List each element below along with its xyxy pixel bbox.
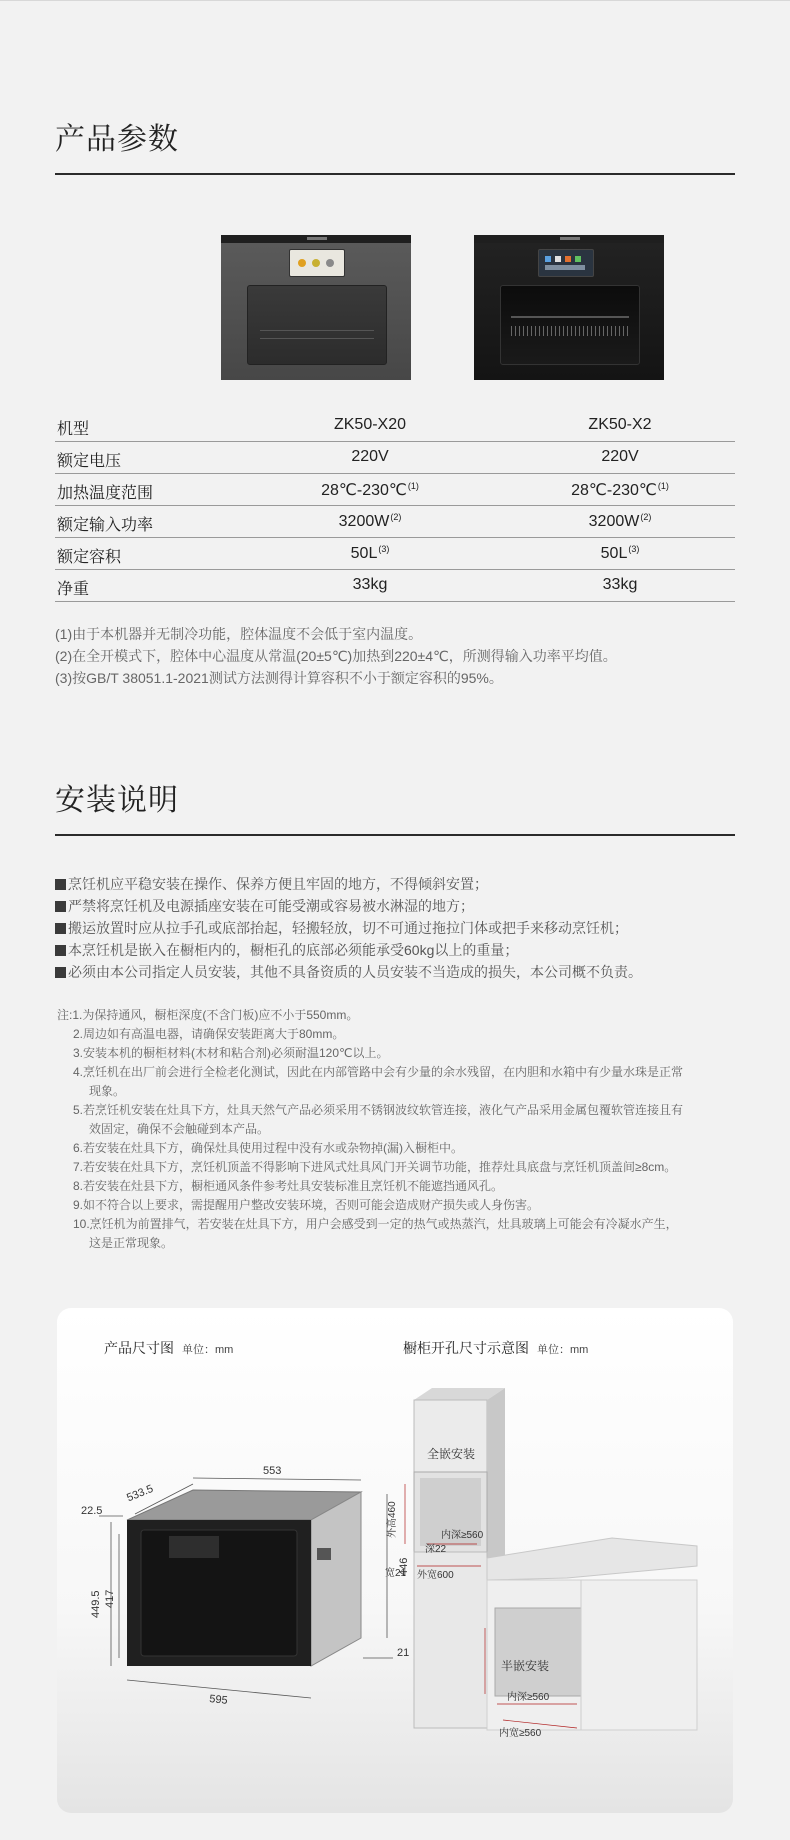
dim-21: 21: [397, 1647, 410, 1659]
install-note: 注:1.为保持通风，橱柜深度(不含门板)应不小于550mm。: [57, 1008, 359, 1022]
footnote-ref: (1): [657, 481, 669, 491]
label-outer-height: 外高460: [387, 1501, 398, 1538]
install-note: 2.周边如有高温电器，请确保安装距离大于80mm。: [73, 1027, 345, 1041]
dim-446: 446: [398, 1557, 410, 1576]
product-dimension-title: 产品尺寸图 单位：mm: [104, 1340, 234, 1356]
params-title-rule: [55, 173, 735, 175]
install-bullet: 搬运放置时应从拉手孔或底部抬起，轻搬轻放，切不可通过拖拉门体或把手来移动烹饪机；: [55, 918, 628, 938]
spec-value-x20: 28℃-230℃$^{(1)}$: [321, 481, 419, 499]
label-half-install: 半嵌安装: [501, 1659, 550, 1673]
cabinet-dimension-title: 橱柜开孔尺寸示意图 单位：mm: [403, 1340, 589, 1356]
spec-label: 额定输入功率: [57, 517, 154, 534]
label-outer-width: 外宽600: [417, 1570, 454, 1581]
spec-value-x20: $50L^{(3)}$: [350, 544, 390, 562]
spec-row-voltage: [55, 442, 735, 474]
dimension-card: [57, 1308, 733, 1813]
spec-row-weight: [55, 570, 735, 602]
install-note: 现象。: [89, 1084, 126, 1098]
footnote-ref: (3): [628, 544, 640, 554]
label-width-21: 宽21: [385, 1568, 407, 1579]
install-note: 效固定，确保不会触碰到本产品。: [89, 1122, 270, 1136]
dim-417: 417: [104, 1589, 116, 1608]
bullet-square-icon: [55, 945, 66, 956]
label-inner-depth-full: 内深≥560: [441, 1530, 484, 1541]
spec-label: 机型: [57, 421, 90, 438]
top-divider: [0, 0, 790, 1]
spec-value-x2: $50L^{(3)}$: [600, 544, 640, 562]
spec-row-power: [55, 506, 735, 538]
bullet-square-icon: [55, 967, 66, 978]
bullet-square-icon: [55, 879, 66, 890]
install-bullet: 本烹饪机是嵌入在橱柜内的，橱柜孔的底部必须能承受60kg以上的重量；: [55, 940, 518, 960]
install-note: 8.若安装在灶县下方，橱柜通风条件参考灶具安装标准且烹饪机不能遮挡通风孔。: [73, 1179, 504, 1193]
spec-value-x2: 28℃-230℃$^{(1)}$: [571, 481, 669, 499]
spec-value-x20: ZK50-X20: [333, 416, 407, 433]
spec-value-x20: 33kg: [352, 576, 388, 593]
label-depth-22: 深22: [425, 1544, 447, 1555]
spec-label: 额定容积: [57, 549, 122, 566]
spec-row-temperature: [55, 474, 735, 506]
spec-label: 加热温度范围: [57, 485, 154, 502]
spec-value-x20: $3200W^{(2)}$: [338, 512, 402, 530]
spec-value-x20: 220V: [351, 448, 389, 465]
footnote-ref: (1): [407, 481, 419, 491]
spec-label: 净重: [57, 581, 90, 598]
install-title-rule: [55, 834, 735, 836]
footnote-ref: (2): [390, 512, 402, 522]
install-note: 5.若烹饪机安装在灶具下方，灶具天然气产品必须采用不锈钢波纹软管连接，液化气产品采用金属包覆软管连接且有: [73, 1103, 684, 1117]
dim-595: 595: [208, 1693, 229, 1707]
spec-value-x2: 33kg: [602, 576, 638, 593]
dim-533-5: 533.5: [125, 1482, 156, 1505]
label-inner-depth-half: 内深≥560: [507, 1692, 550, 1703]
spec-row-model: [55, 410, 735, 442]
spec-label: 额定电压: [57, 453, 122, 470]
bullet-square-icon: [55, 923, 66, 934]
bullet-square-icon: [55, 901, 66, 912]
dim-22-5: 22.5: [81, 1505, 103, 1517]
footnote-3: (3)按GB/T 38051.1-2021测试方法测得计算容积不小于额定容积的95%。: [55, 670, 503, 686]
install-bullet: 严禁将烹饪机及电源插座安装在可能受潮或容易被水淋湿的地方；: [55, 896, 474, 916]
spec-value-x2: $3200W^{(2)}$: [588, 512, 652, 530]
dim-553: 553: [263, 1465, 282, 1477]
install-bullet: 必须由本公司指定人员安装，其他不具备资质的人员安装不当造成的损失，本公司概不负责。: [55, 962, 642, 982]
spec-row-capacity: [55, 538, 735, 570]
install-note: 这是正常现象。: [89, 1236, 174, 1250]
install-note: 3.安装本机的橱柜材料(木材和粘合剂)必须耐温120℃以上。: [73, 1046, 389, 1060]
spec-value-x2: 220V: [601, 448, 639, 465]
install-note: 10.烹饪机为前置排气，若安装在灶具下方，用户会感受到一定的热气或热蒸汽，灶具玻璃上可能会有冷凝水产生，: [73, 1217, 678, 1231]
footnote-ref: (3): [378, 544, 390, 554]
install-note: 7.若安装在灶具下方，烹饪机顶盖不得影响下进风式灶具风门开关调节功能，推荐灶具底盘与烹饪机顶盖间≥8cm。: [73, 1160, 677, 1174]
install-note: 9.如不符合以上要求，需提醒用户整改安装环境，否则可能会造成财产损失或人身伤害。: [73, 1198, 540, 1212]
params-title: 产品参数: [55, 122, 179, 157]
footnote-2: (2)在全开模式下，腔体中心温度从常温(20±5℃)加热到220±4℃，所测得输入功率平均值。: [55, 648, 617, 664]
label-inner-width-half: 内宽≥560: [499, 1728, 542, 1739]
install-bullet: 烹饪机应平稳安装在操作、保养方便且牢固的地方，不得倾斜安置；: [55, 874, 488, 894]
dim-449-5: 449.5: [90, 1590, 102, 1618]
label-full-install: 全嵌安装: [427, 1447, 476, 1461]
footnote-1: (1)由于本机器并无制冷功能，腔体温度不会低于室内温度。: [55, 626, 423, 642]
spec-value-x2: ZK50-X2: [588, 416, 652, 433]
install-title: 安装说明: [55, 783, 179, 818]
install-note: 4.烹饪机在出厂前会进行全检老化测试，因此在内部管路中会有少量的余水残留，在内胆和水箱中有少量水珠是正常: [73, 1065, 684, 1079]
install-note: 6.若安装在灶具下方，确保灶具使用过程中没有水或杂物掉(漏)入橱柜中。: [73, 1141, 464, 1155]
product-image-zk50-x2: [474, 235, 664, 380]
product-dimension-drawing: [57, 1308, 733, 1813]
footnote-ref: (2): [640, 512, 652, 522]
product-image-zk50-x20: [221, 235, 411, 380]
